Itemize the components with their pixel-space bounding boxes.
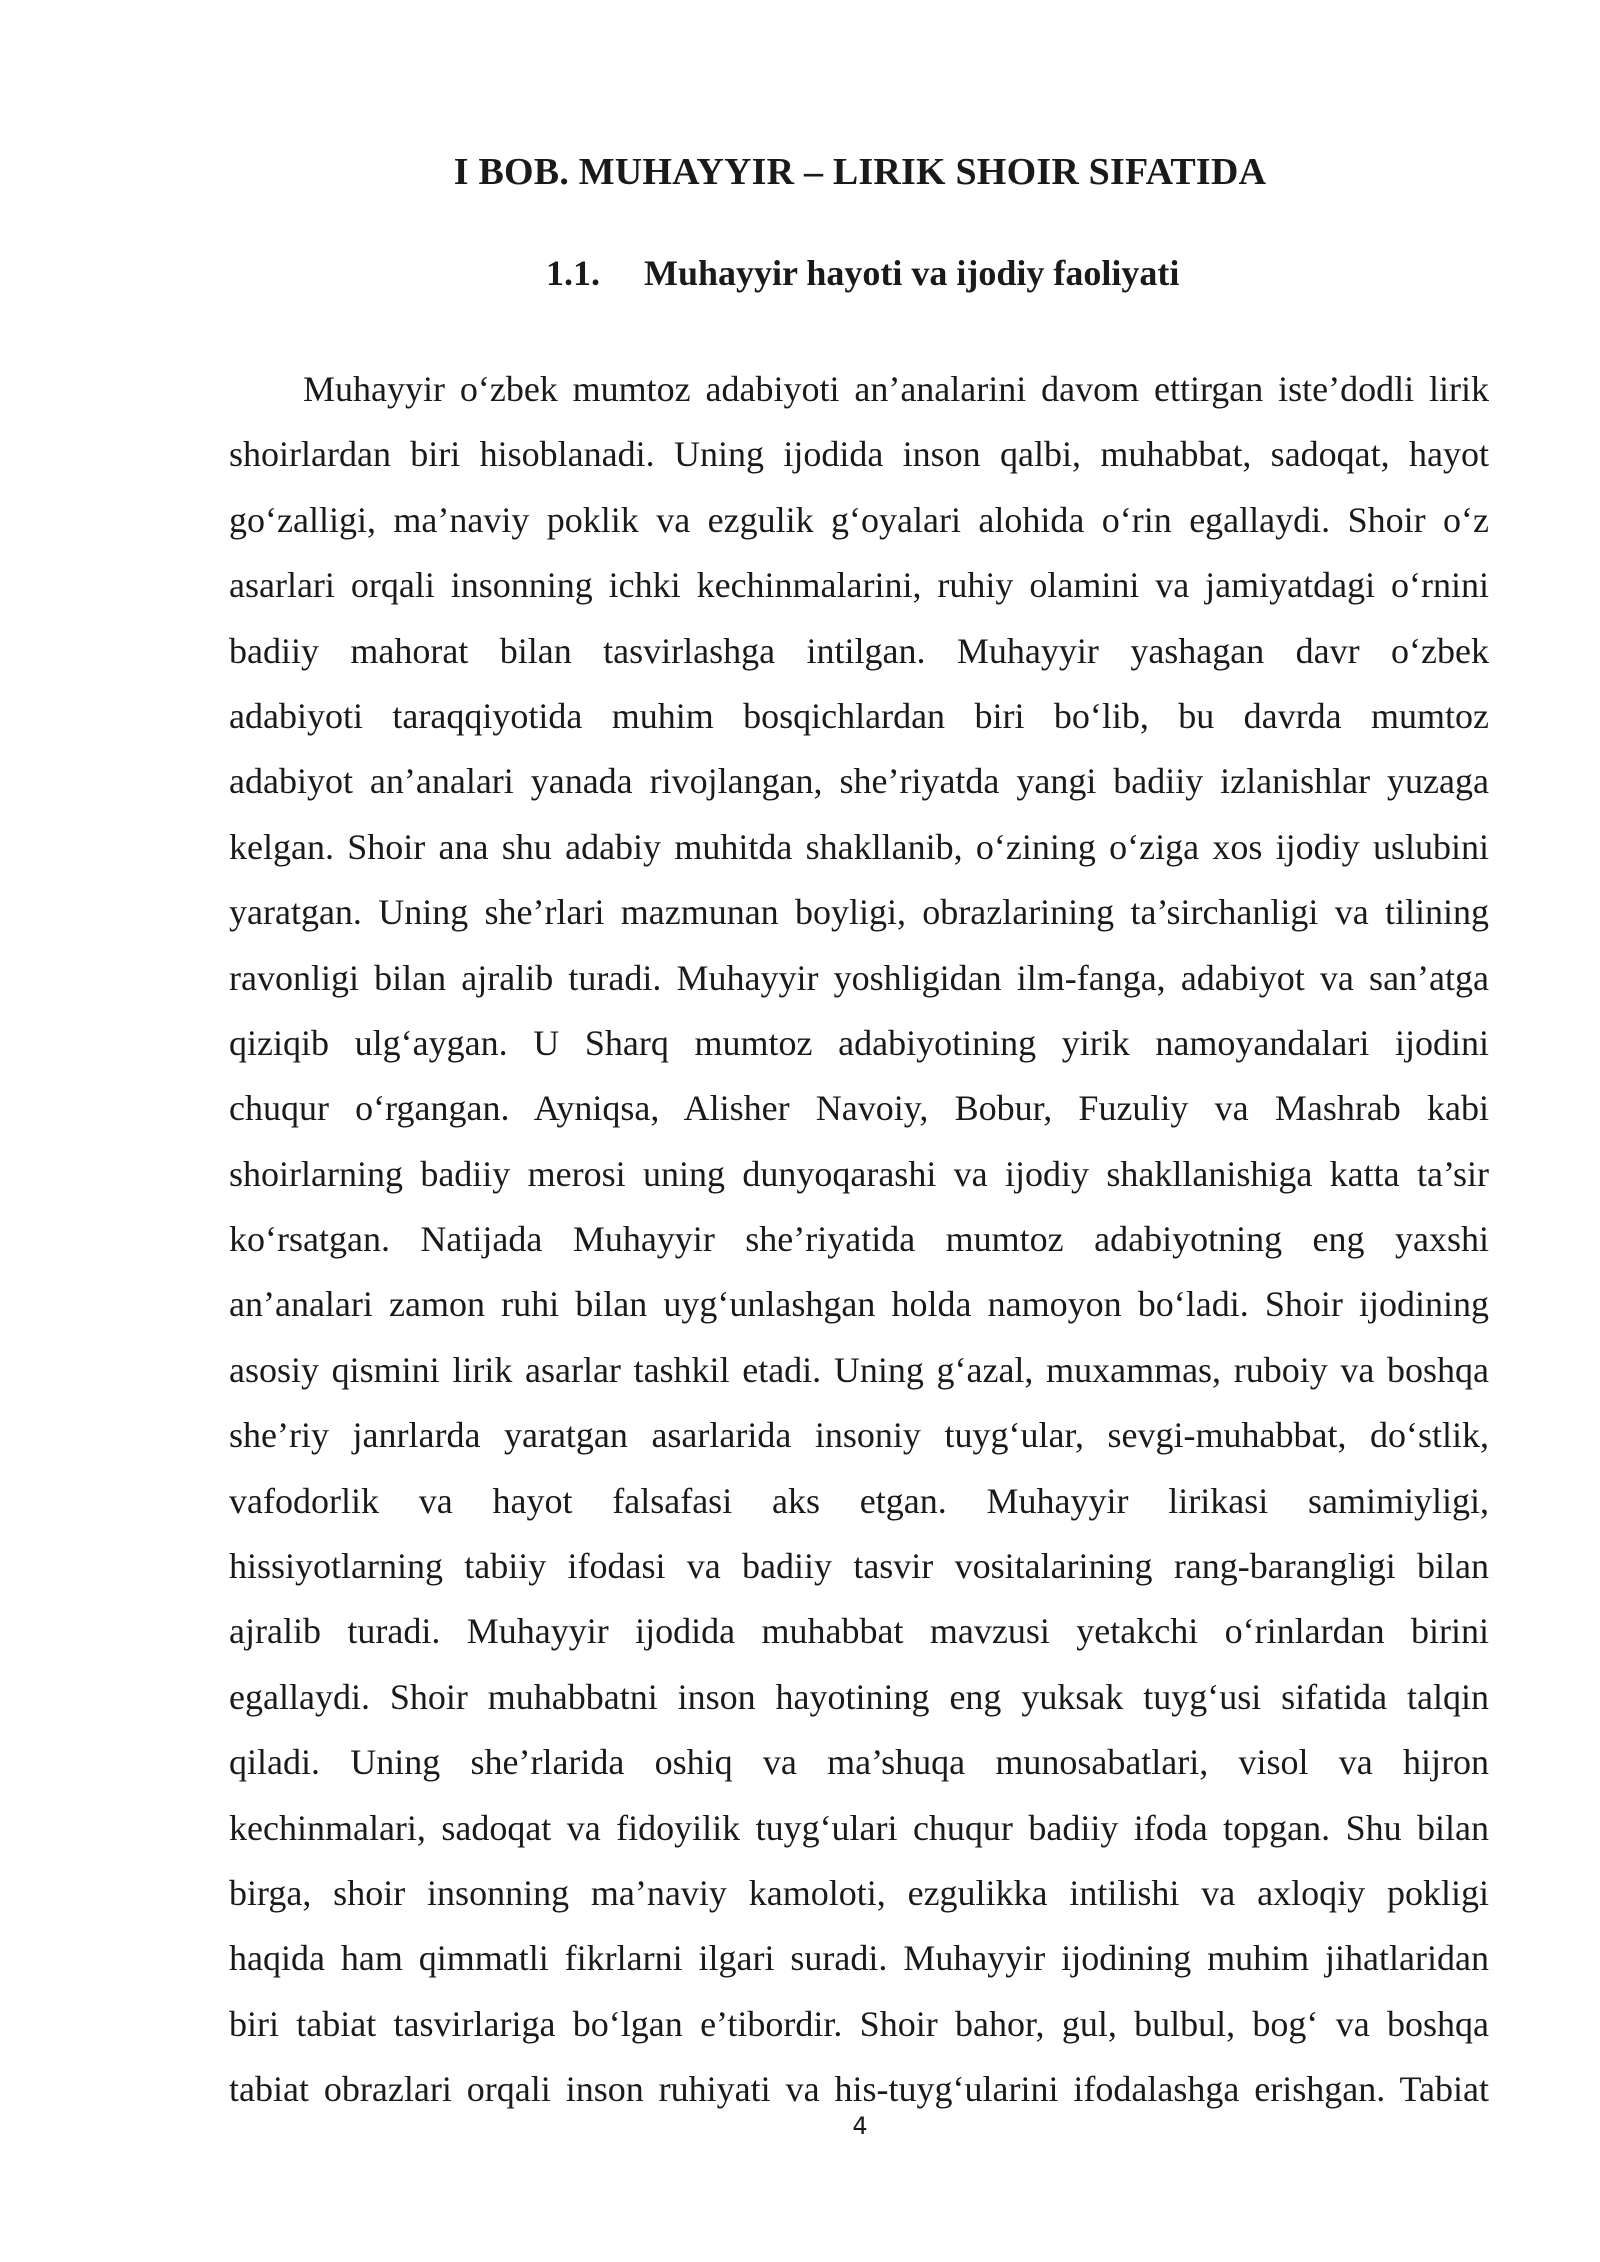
paragraph-line: birga, shoir insonning ma’naviy kamoloti, ezgulikka intilishi va axloqiy pokligi xyxy=(229,1872,1489,1913)
paragraph-line: haqida ham qimmatli fikrlarni ilgari suradi. Muhayyir ijodining muhim jihatlaridan xyxy=(229,1938,1489,1979)
body-paragraph xyxy=(229,357,1489,2123)
section-number: 1.1. xyxy=(546,253,600,293)
paragraph-line: chuqur o‘rgangan. Ayniqsa, Alisher Navoiy, Bobur, Fuzuliy va Mashrab kabi xyxy=(229,1088,1489,1129)
paragraph-line: go‘zalligi, ma’naviy poklik va ezgulik g‘oyalari alohida o‘rin egallaydi. Shoir o‘z xyxy=(229,499,1489,540)
paragraph-line: Muhayyir o‘zbek mumtoz adabiyoti an’analarini davom ettirgan iste’dodli lirik xyxy=(303,369,1489,409)
paragraph-line: ko‘rsatgan. Natijada Muhayyir she’riyatida mumtoz adabiyotning eng yaxshi xyxy=(229,1219,1489,1260)
chapter-title: I BOB. MUHAYYIR – LIRIK SHOIR SIFATIDA xyxy=(453,151,1267,193)
paragraph-line: hissiyotlarning tabiiy ifodasi va badiiy tasvir vositalarining rang-barangligi bilan xyxy=(229,1546,1489,1587)
paragraph-line: ajralib turadi. Muhayyir ijodida muhabbat mavzusi yetakchi o‘rinlardan birini xyxy=(229,1611,1489,1652)
paragraph-line: an’analari zamon ruhi bilan uyg‘unlashgan holda namoyon bo‘ladi. Shoir ijodining xyxy=(229,1284,1489,1325)
paragraph-line: she’riy janrlarda yaratgan asarlarida insoniy tuyg‘ular, sevgi-muhabbat, do‘stlik, xyxy=(229,1415,1489,1456)
paragraph-line: egallaydi. Shoir muhabbatni inson hayotining eng yuksak tuyg‘usi sifatida talqin xyxy=(229,1676,1489,1717)
paragraph-line: yaratgan. Uning she’rlari mazmunan boyligi, obrazlarining ta’sirchanligi va tilining xyxy=(229,892,1489,933)
paragraph-line: shoirlarning badiiy merosi uning dunyoqarashi va ijodiy shakllanishiga katta ta’sir xyxy=(229,1153,1489,1194)
paragraph-line: adabiyoti taraqqiyotida muhim bosqichlardan biri bo‘lib, bu davrda mumtoz xyxy=(229,695,1489,736)
paragraph-line: kelgan. Shoir ana shu adabiy muhitda shakllanib, o‘zining o‘ziga xos ijodiy uslubini xyxy=(229,826,1489,867)
paragraph-line: kechinmalari, sadoqat va fidoyilik tuyg‘ulari chuqur badiiy ifoda topgan. Shu bilan xyxy=(229,1807,1489,1848)
paragraph-line: ravonligi bilan ajralib turadi. Muhayyir yoshligidan ilm-fanga, adabiyot va san’atga xyxy=(229,957,1489,998)
paragraph-line: shoirlardan biri hisoblanadi. Uning ijodida inson qalbi, muhabbat, sadoqat, hayot xyxy=(229,434,1489,475)
paragraph-line: asarlari orqali insonning ichki kechinmalarini, ruhiy olamini va jamiyatdagi o‘rnini xyxy=(229,565,1489,606)
paragraph-line: adabiyot an’analari yanada rivojlangan, she’riyatda yangi badiiy izlanishlar yuzaga xyxy=(229,761,1489,802)
paragraph-line: qiladi. Uning she’rlarida oshiq va ma’shuqa munosabatlari, visol va hijron xyxy=(229,1742,1489,1783)
page-number: 4 xyxy=(852,2112,868,2140)
paragraph-line: asosiy qismini lirik asarlar tashkil etadi. Uning g‘azal, muxammas, ruboiy va boshqa xyxy=(229,1349,1489,1390)
paragraph-line: vafodorlik va hayot falsafasi aks etgan. Muhayyir lirikasi samimiyligi, xyxy=(229,1480,1489,1521)
section-title: Muhayyir hayoti va ijodiy faoliyati xyxy=(644,253,1180,293)
paragraph-line: qiziqib ulg‘aygan. U Sharq mumtoz adabiyotining yirik namoyandalari ijodini xyxy=(229,1022,1489,1063)
paragraph-line: badiiy mahorat bilan tasvirlashga intilgan. Muhayyir yashagan davr o‘zbek xyxy=(229,630,1489,671)
paragraph-line: tabiat obrazlari orqali inson ruhiyati va his-tuyg‘ularini ifodalashga erishgan. Tabiat xyxy=(229,2069,1489,2110)
section-heading xyxy=(546,252,1179,294)
paragraph-line: biri tabiat tasvirlariga bo‘lgan e’tibordir. Shoir bahor, gul, bulbul, bog‘ va boshqa xyxy=(229,2003,1489,2044)
